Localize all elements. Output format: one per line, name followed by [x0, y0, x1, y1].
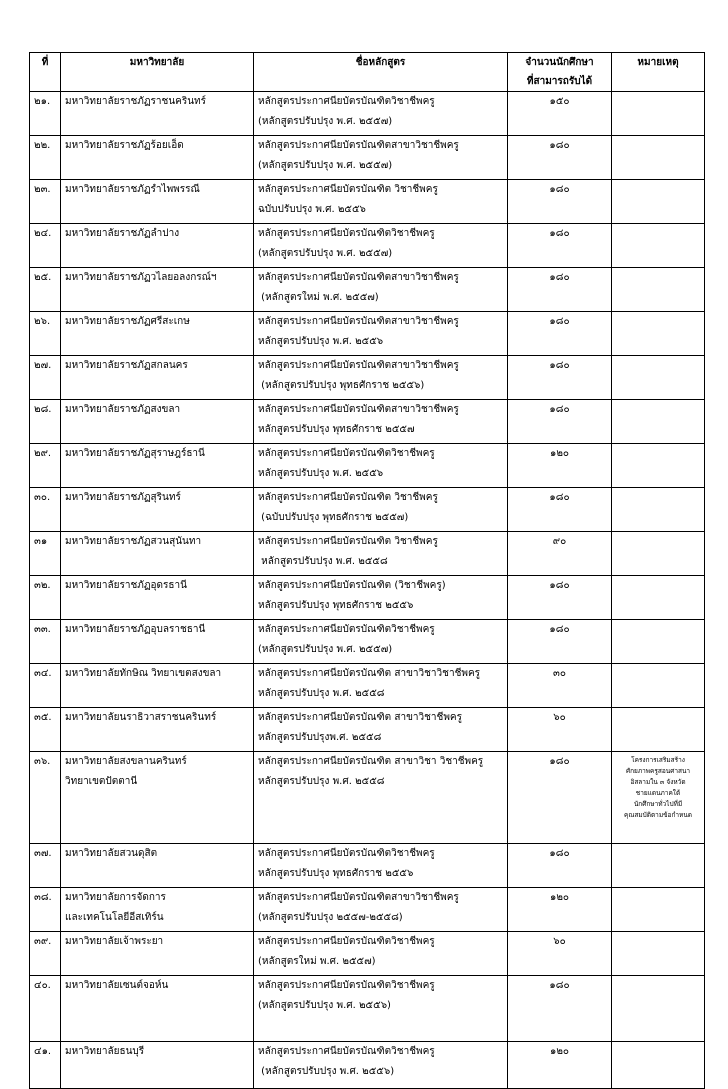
curriculum-line: หลักสูตรปรับปรุง พ.ศ. ๒๕๕๘ — [258, 688, 385, 699]
university-cell — [61, 312, 254, 356]
row-number: ๓๘. — [30, 888, 61, 932]
row-number: ๔๐. — [30, 976, 61, 1042]
university-cell — [61, 620, 254, 664]
curriculum-line: หลักสูตรประกาศนียบัตรบัณฑิต สาขาวิชาชีพครู — [258, 712, 462, 723]
curriculum-line: หลักสูตรประกาศนียบัตรบัณฑิตสาขาวิชาชีพครู — [258, 404, 459, 415]
curriculum-line: หลักสูตรประกาศนียบัตรบัณฑิตวิชาชีพครู — [258, 96, 435, 107]
table-row — [30, 1042, 705, 1089]
curriculum-line: หลักสูตรปรับปรุง พ.ศ. ๒๕๕๘ — [258, 776, 385, 787]
curriculum-table — [29, 52, 705, 1089]
curriculum-line: หลักสูตรประกาศนียบัตรบัณฑิต สาขาวิชา วิชาชีพครู — [258, 756, 484, 767]
curriculum-line: หลักสูตรปรับปรุง พ.ศ. ๒๕๕๖ — [258, 468, 384, 479]
row-number: ๓๒. — [30, 576, 61, 620]
row-number: ๒๓. — [30, 180, 61, 224]
university-name-line: มหาวิทยาลัยราชภัฏสุรินทร์ — [65, 492, 181, 503]
note-line: อิสลามใน ๓ จังหวัด — [630, 778, 686, 786]
note-cell — [612, 268, 705, 312]
table-row — [30, 92, 705, 136]
student-count: ๑๘๐ — [508, 400, 612, 444]
curriculum-line: หลักสูตรปรับปรุง พุทธศักราช ๒๕๕๖ — [258, 600, 414, 611]
row-number: ๒๗. — [30, 356, 61, 400]
student-count: ๑๘๐ — [508, 180, 612, 224]
row-number: ๓๕. — [30, 708, 61, 752]
curriculum-cell — [254, 488, 508, 532]
university-name-line: มหาวิทยาลัยราชภัฏสุราษฎร์ธานี — [65, 448, 205, 459]
note-cell — [612, 92, 705, 136]
university-name-line: มหาวิทยาลัยสงขลานครินทร์ — [65, 756, 187, 767]
curriculum-line: (หลักสูตรปรับปรุง พ.ศ. ๒๕๕๗) — [258, 160, 393, 171]
curriculum-line: หลักสูตรประกาศนียบัตรบัณฑิต วิชาชีพครู — [258, 536, 438, 547]
note-cell — [612, 444, 705, 488]
university-name-line: มหาวิทยาลัยเจ้าพระยา — [65, 936, 164, 947]
university-cell — [61, 1042, 254, 1089]
curriculum-cell — [254, 932, 508, 976]
curriculum-cell — [254, 708, 508, 752]
university-name-line: มหาวิทยาลัยราชภัฏศรีสะเกษ — [65, 316, 190, 327]
row-number: ๓๓. — [30, 620, 61, 664]
university-cell — [61, 180, 254, 224]
university-name-line: มหาวิทยาลัยราชภัฏราชนครินทร์ — [65, 96, 207, 107]
curriculum-line: (หลักสูตรปรับปรุง พ.ศ. ๒๕๕๗) — [258, 248, 393, 259]
curriculum-line: หลักสูตรประกาศนียบัตรบัณฑิต (วิชาชีพครู) — [258, 580, 446, 591]
curriculum-line: หลักสูตรประกาศนียบัตรบัณฑิตวิชาชีพครู — [258, 228, 435, 239]
curriculum-line: หลักสูตรประกาศนียบัตรบัณฑิต สาขาวิชาวิชาชีพครู — [258, 668, 481, 679]
student-count: ๑๘๐ — [508, 356, 612, 400]
student-count: ๑๘๐ — [508, 224, 612, 268]
row-number: ๒๒. — [30, 136, 61, 180]
university-name-line: มหาวิทยาลัยสวนดุสิต — [65, 848, 158, 859]
university-name-line: มหาวิทยาลัยราชภัฏรำไพพรรณี — [65, 184, 200, 195]
note-cell — [612, 620, 705, 664]
table-row — [30, 400, 705, 444]
note-cell — [612, 180, 705, 224]
note-line: โครงการเสริมสร้าง — [631, 756, 685, 764]
note-cell — [612, 844, 705, 888]
university-name-line: มหาวิทยาลัยเซนต์จอห์น — [65, 980, 169, 991]
row-number: ๓๗. — [30, 844, 61, 888]
curriculum-cell — [254, 400, 508, 444]
note-cell — [612, 532, 705, 576]
student-count: ๖๐ — [508, 708, 612, 752]
curriculum-cell — [254, 752, 508, 844]
header-count — [508, 53, 612, 92]
university-name-line: มหาวิทยาลัยธนบุรี — [65, 1046, 145, 1057]
student-count: ๑๒๐ — [508, 1042, 612, 1089]
university-cell — [61, 752, 254, 844]
table-row — [30, 752, 705, 844]
header-count-line1: จำนวนนักศึกษา — [525, 57, 594, 68]
header-curriculum: ชื่อหลักสูตร — [254, 53, 508, 92]
note-line: นักศึกษาทั่วไปที่มี — [633, 800, 683, 808]
university-name-line: มหาวิทยาลัยราชภัฏสกลนคร — [65, 360, 188, 371]
curriculum-cell — [254, 620, 508, 664]
student-count: ๖๐ — [508, 932, 612, 976]
row-number: ๓๔. — [30, 664, 61, 708]
curriculum-line: หลักสูตรประกาศนียบัตรบัณฑิตสาขาวิชาชีพครู — [258, 272, 459, 283]
curriculum-line: หลักสูตรปรับปรุง พุทธศักราช ๒๕๕๖ — [258, 868, 414, 879]
curriculum-line: (หลักสูตรใหม่ พ.ศ. ๒๕๕๗) — [258, 956, 376, 967]
student-count: ๑๘๐ — [508, 576, 612, 620]
university-name-line: มหาวิทยาลัยราชภัฏสวนสุนันทา — [65, 536, 202, 547]
row-number: ๓๐. — [30, 488, 61, 532]
student-count: ๑๘๐ — [508, 752, 612, 844]
row-number: ๒๔. — [30, 224, 61, 268]
row-number: ๓๙. — [30, 932, 61, 976]
table-row — [30, 224, 705, 268]
row-number: ๒๖. — [30, 312, 61, 356]
header-note: หมายเหตุ — [612, 53, 705, 92]
university-name-line: และเทคโนโลยีอีสเทิร์น — [65, 912, 164, 923]
student-count: ๑๘๐ — [508, 976, 612, 1042]
note-cell — [612, 888, 705, 932]
curriculum-line: หลักสูตรประกาศนียบัตรบัณฑิตวิชาชีพครู — [258, 848, 435, 859]
table-row — [30, 356, 705, 400]
curriculum-cell — [254, 356, 508, 400]
student-count: ๓๐ — [508, 664, 612, 708]
table-row — [30, 532, 705, 576]
curriculum-line: (หลักสูตรปรับปรุง พ.ศ. ๒๕๕๖) — [258, 1066, 395, 1077]
header-count-line2: ที่สามารถรับได้ — [526, 76, 593, 87]
table-row — [30, 620, 705, 664]
note-cell — [612, 752, 705, 844]
curriculum-cell — [254, 92, 508, 136]
curriculum-cell — [254, 268, 508, 312]
curriculum-line: (หลักสูตรปรับปรุง พุทธศักราช ๒๕๕๖) — [258, 380, 425, 391]
curriculum-line: หลักสูตรประกาศนียบัตรบัณฑิตวิชาชีพครู — [258, 936, 435, 947]
university-name-line: มหาวิทยาลัยราชภัฏอุดรธานี — [65, 580, 187, 591]
university-name-line: มหาวิทยาลัยราชภัฏวไลยอลงกรณ์ฯ — [65, 272, 217, 283]
curriculum-line: หลักสูตรประกาศนียบัตรบัณฑิตสาขาวิชาชีพครู — [258, 892, 459, 903]
note-cell — [612, 932, 705, 976]
curriculum-line: หลักสูตรประกาศนียบัตรบัณฑิต วิชาชีพครู — [258, 184, 438, 195]
table-row — [30, 844, 705, 888]
table-row — [30, 576, 705, 620]
university-name-line: มหาวิทยาลัยนราธิวาสราชนครินทร์ — [65, 712, 217, 723]
university-cell — [61, 224, 254, 268]
table-row — [30, 932, 705, 976]
curriculum-line: หลักสูตรปรับปรุงพ.ศ. ๒๕๕๘ — [258, 732, 382, 743]
row-number: ๒๙. — [30, 444, 61, 488]
table-row — [30, 312, 705, 356]
curriculum-cell — [254, 180, 508, 224]
curriculum-line: (ฉบับปรับปรุง พุทธศักราช ๒๕๕๗) — [258, 512, 409, 523]
curriculum-cell — [254, 224, 508, 268]
university-name-line: มหาวิทยาลัยราชภัฏสงขลา — [65, 404, 181, 415]
university-name-line: มหาวิทยาลัยทักษิณ วิทยาเขตสงขลา — [65, 668, 222, 679]
table-row — [30, 664, 705, 708]
university-cell — [61, 400, 254, 444]
note-line: ชายแดนภาคใต้ — [635, 789, 681, 797]
table-row — [30, 180, 705, 224]
university-cell — [61, 92, 254, 136]
curriculum-cell — [254, 136, 508, 180]
row-number: ๓๖. — [30, 752, 61, 844]
university-name-line: มหาวิทยาลัยราชภัฏอุบลราชธานี — [65, 624, 206, 635]
header-row — [30, 53, 705, 92]
student-count: ๑๘๐ — [508, 268, 612, 312]
curriculum-line: หลักสูตรปรับปรุง พุทธศักราช ๒๕๕๗ — [258, 424, 415, 435]
curriculum-line: หลักสูตรประกาศนียบัตรบัณฑิตสาขาวิชาชีพครู — [258, 360, 459, 371]
university-cell — [61, 844, 254, 888]
row-number: ๒๘. — [30, 400, 61, 444]
note-cell — [612, 976, 705, 1042]
curriculum-cell — [254, 532, 508, 576]
note-cell — [612, 708, 705, 752]
university-cell — [61, 708, 254, 752]
curriculum-line: หลักสูตรประกาศนียบัตรบัณฑิตวิชาชีพครู — [258, 980, 435, 991]
curriculum-line: หลักสูตรปรับปรุง พ.ศ. ๒๕๕๘ — [258, 556, 388, 567]
university-cell — [61, 488, 254, 532]
curriculum-line: ฉบับปรับปรุง พ.ศ. ๒๕๕๖ — [258, 204, 366, 215]
table-row — [30, 488, 705, 532]
curriculum-line: (หลักสูตรใหม่ พ.ศ. ๒๕๕๗) — [258, 292, 379, 303]
university-cell — [61, 576, 254, 620]
student-count: ๑๒๐ — [508, 888, 612, 932]
university-name-line: มหาวิทยาลัยราชภัฏร้อยเอ็ด — [65, 140, 184, 151]
note-cell — [612, 400, 705, 444]
university-cell — [61, 976, 254, 1042]
student-count: ๑๘๐ — [508, 136, 612, 180]
university-cell — [61, 888, 254, 932]
curriculum-line: หลักสูตรประกาศนียบัตรบัณฑิตสาขาวิชาชีพครู — [258, 316, 459, 327]
university-cell — [61, 664, 254, 708]
university-cell — [61, 932, 254, 976]
curriculum-line: หลักสูตรประกาศนียบัตรบัณฑิตสาขาวิชาชีพครู — [258, 140, 459, 151]
note-line: ศักยภาพครูสอนศาสนา — [625, 767, 691, 775]
curriculum-line: (หลักสูตรปรับปรุง พ.ศ. ๒๕๕๖) — [258, 1000, 391, 1011]
note-cell — [612, 356, 705, 400]
table-row — [30, 976, 705, 1042]
student-count: ๑๘๐ — [508, 312, 612, 356]
curriculum-line: (หลักสูตรปรับปรุง ๒๕๕๗-๒๕๕๘) — [258, 912, 403, 923]
university-cell — [61, 532, 254, 576]
student-count: ๑๕๐ — [508, 92, 612, 136]
curriculum-cell — [254, 664, 508, 708]
curriculum-line: (หลักสูตรปรับปรุง พ.ศ. ๒๕๕๗) — [258, 116, 393, 127]
note-cell — [612, 136, 705, 180]
row-number: ๒๕. — [30, 268, 61, 312]
note-cell — [612, 576, 705, 620]
table-row — [30, 708, 705, 752]
curriculum-line: (หลักสูตรปรับปรุง พ.ศ. ๒๕๕๗) — [258, 644, 393, 655]
note-cell — [612, 1042, 705, 1089]
note-cell — [612, 312, 705, 356]
header-university: มหาวิทยาลัย — [61, 53, 254, 92]
note-cell — [612, 224, 705, 268]
curriculum-line: หลักสูตรประกาศนียบัตรบัณฑิตวิชาชีพครู — [258, 448, 435, 459]
row-number: ๓๑ — [30, 532, 61, 576]
table-row — [30, 268, 705, 312]
table-row — [30, 444, 705, 488]
curriculum-cell — [254, 844, 508, 888]
note-cell — [612, 488, 705, 532]
university-name-line: มหาวิทยาลัยราชภัฏลำปาง — [65, 228, 180, 239]
curriculum-cell — [254, 888, 508, 932]
curriculum-cell — [254, 312, 508, 356]
university-name-line: วิทยาเขตปัตตานี — [65, 776, 138, 787]
curriculum-line: หลักสูตรประกาศนียบัตรบัณฑิตวิชาชีพครู — [258, 624, 435, 635]
university-cell — [61, 444, 254, 488]
student-count: ๙๐ — [508, 532, 612, 576]
student-count: ๑๘๐ — [508, 844, 612, 888]
curriculum-cell — [254, 444, 508, 488]
curriculum-line: หลักสูตรประกาศนียบัตรบัณฑิตวิชาชีพครู — [258, 1046, 435, 1057]
university-cell — [61, 136, 254, 180]
university-name-line: มหาวิทยาลัยการจัดการ — [65, 892, 166, 903]
curriculum-line: หลักสูตรประกาศนียบัตรบัณฑิต วิชาชีพครู — [258, 492, 438, 503]
row-number: ๔๑. — [30, 1042, 61, 1089]
note-cell — [612, 664, 705, 708]
table-row — [30, 888, 705, 932]
student-count: ๑๒๐ — [508, 444, 612, 488]
curriculum-cell — [254, 576, 508, 620]
header-no: ที่ — [30, 53, 61, 92]
row-number: ๒๑. — [30, 92, 61, 136]
curriculum-cell — [254, 1042, 508, 1089]
university-cell — [61, 356, 254, 400]
university-cell — [61, 268, 254, 312]
curriculum-line: หลักสูตรปรับปรุง พ.ศ. ๒๕๕๖ — [258, 336, 384, 347]
note-line: คุณสมบัติตามข้อกำหนด — [623, 811, 692, 819]
student-count: ๑๘๐ — [508, 620, 612, 664]
table-row — [30, 136, 705, 180]
curriculum-cell — [254, 976, 508, 1042]
student-count: ๑๘๐ — [508, 488, 612, 532]
